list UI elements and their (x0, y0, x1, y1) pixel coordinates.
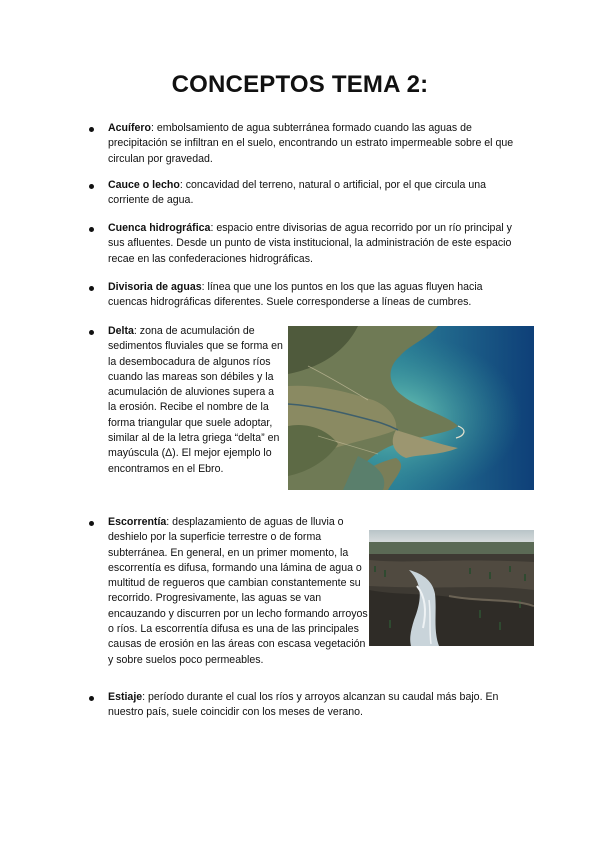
term: Divisoria de aguas (108, 281, 202, 293)
delta-satellite-image (288, 326, 534, 490)
definition: : embolsamiento de agua subterránea formado cuando las aguas de precipitación se infiltran en el suelo, encontrando un estrato impermeable sobre el que circulan por gravedad. (108, 122, 514, 165)
definition: : línea que une los puntos en los que las aguas fluyen hacia cuencas hidrográficas diferentes. Suele corresponderse a líneas de cumbres. (108, 281, 483, 309)
term: Delta (108, 325, 134, 337)
definition: : zona de acumulación de sedimentos fluviales que se forma en la desembocadura de algunos ríos cuando las mareas son débiles y la acumulación de aluviones supera a la erosión. Recibe el nombre de la forma triangular que suele adoptar, similar al de la letra griega “delta” en mayúscula (Δ). El mejor ejemplo lo encontramos en el Ebro. (108, 325, 283, 475)
bullet (89, 127, 94, 132)
list-item-estiaje (108, 690, 520, 721)
definition: : desplazamiento de aguas de lluvia o deshielo por la superficie terrestre o de forma subterránea. En general, en un primer momento, la escorrentía es difusa, formando una lámina de agua o multitud de regueros que cambian constantemente su recorrido. Progresivamente, las aguas se van encauzando y discurren por un lecho formando arroyos o ríos. La escorrentía difusa es una de las principales causas de erosión en las áreas con escasa vegetación y sobre suelos poco permeables. (108, 516, 368, 666)
definition: : espacio entre divisorias de agua recorrido por un río principal y sus afluentes. Desde un punto de vista institucional, la administración de este espacio recae en las confederaciones hidrográficas. (108, 222, 512, 265)
term: Acuífero (108, 122, 151, 134)
list-item-divisoria (108, 280, 520, 311)
definition: : período durante el cual los ríos y arroyos alcanzan su caudal más bajo. En nuestro país, suele coincidir con los meses de verano. (108, 691, 499, 719)
list-item-acuifero (108, 121, 520, 167)
term: Estiaje (108, 691, 143, 703)
list-item-cuenca (108, 221, 520, 267)
list-item-delta (108, 324, 284, 477)
bullet (89, 696, 94, 701)
definition: : concavidad del terreno, natural o artificial, por el que circula una corriente de agua. (108, 179, 487, 207)
list-item-cauce (108, 178, 520, 209)
bullet (89, 184, 94, 189)
runoff-photo (369, 530, 534, 646)
page-title: CONCEPTOS TEMA 2: (171, 71, 429, 98)
list-item-escorrentia (108, 515, 368, 668)
term: Cauce o lecho (108, 179, 180, 191)
bullet (89, 330, 94, 335)
term: Escorrentía (108, 516, 167, 528)
bullet (89, 286, 94, 291)
bullet (89, 521, 94, 526)
bullet (89, 227, 94, 232)
term: Cuenca hidrográfica (108, 222, 211, 234)
